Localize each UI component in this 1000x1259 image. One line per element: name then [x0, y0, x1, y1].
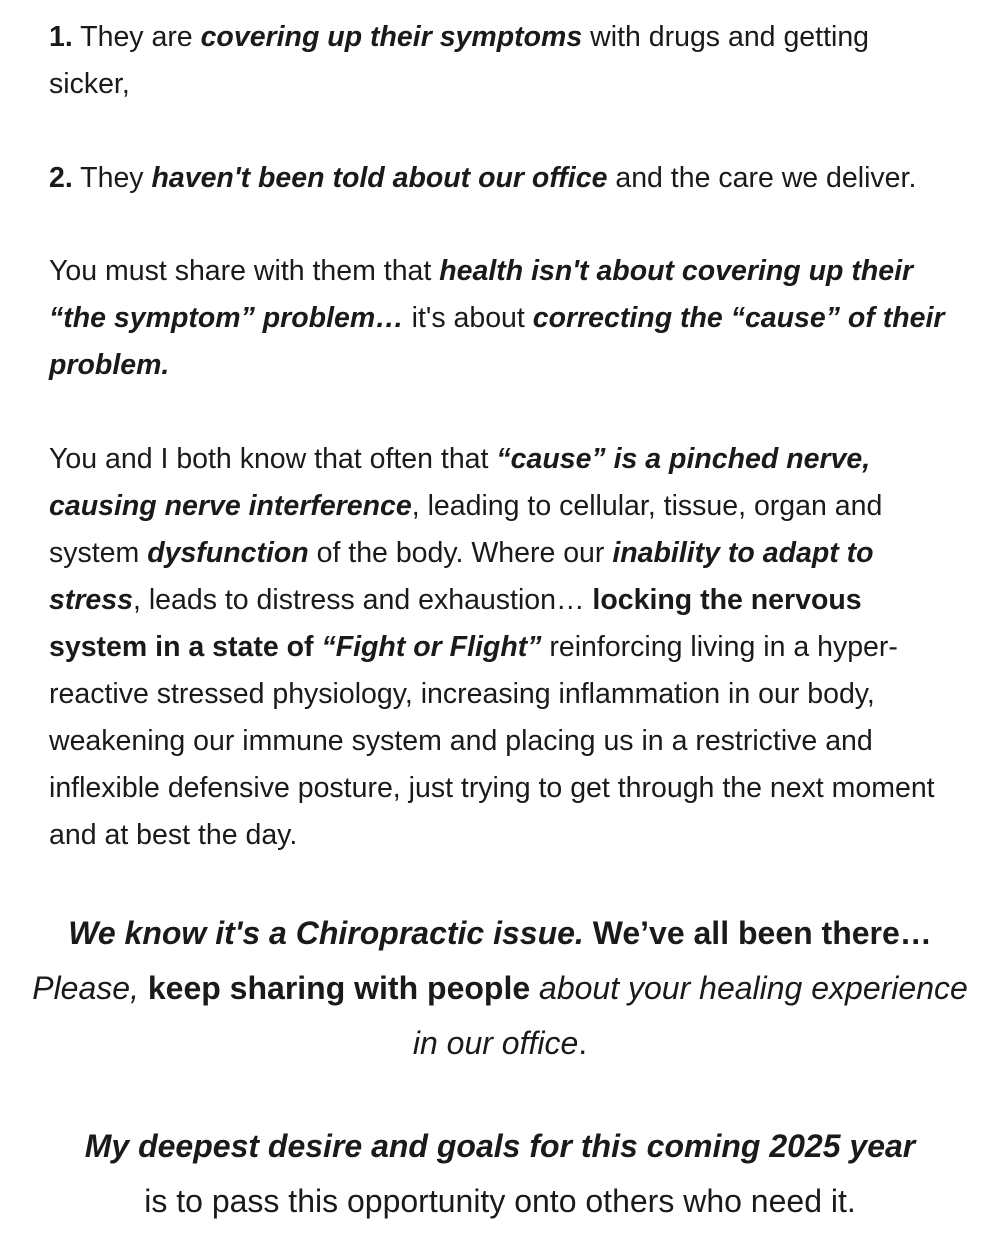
text-span: They are: [72, 21, 201, 53]
bold-span: locking the nervous system in a state of: [49, 584, 862, 663]
text-span: of the body. Where our: [308, 537, 613, 569]
emphasis-span: inability to adapt to stress: [49, 537, 874, 616]
bold-span: We’ve all been there…: [583, 915, 932, 951]
text-span: You must share with them that: [49, 255, 440, 287]
emphasis-span: health isn't about covering up their “the symptom” problem…: [49, 255, 914, 334]
italic-span: about your healing experience in our office: [412, 970, 968, 1061]
emphasis-span: “cause” is a pinched nerve, causing nerve interference: [49, 443, 871, 522]
list-number: 2.: [49, 162, 73, 194]
text-span: , leads to distress and exhaustion…: [132, 584, 593, 616]
text-span: .: [578, 1025, 588, 1061]
text-span: is to pass this opportunity onto others who need it.: [144, 1183, 856, 1219]
emphasis-span: dysfunction: [147, 537, 309, 569]
emphasis-span: covering up their symptoms: [200, 21, 583, 53]
list-item-1: [49, 14, 954, 108]
list-item-2: [49, 155, 954, 202]
text-span: with drugs and getting sicker,: [49, 21, 870, 100]
paragraph-share: [49, 248, 954, 389]
callout-chiropractic: [30, 906, 970, 1071]
text-span: They: [72, 162, 152, 194]
emphasis-span: My deepest desire and goals for this coming 2025 year: [84, 1128, 916, 1164]
bold-span: keep sharing with people: [147, 970, 531, 1006]
emphasis-span: haven't been told about our office: [151, 162, 608, 194]
paragraph-cause: [49, 436, 954, 859]
list-number: 1.: [49, 21, 73, 53]
text-span: You and I both know that often that: [49, 443, 497, 475]
emphasis-span: “Fight or Flight”: [321, 631, 542, 663]
text-span: it's about: [403, 302, 533, 334]
text-span: and the care we deliver.: [607, 162, 917, 194]
emphasis-span: We know it's a Chiropractic issue.: [68, 915, 584, 951]
italic-span: Please,: [32, 970, 148, 1006]
text-span: , leading to cellular, tissue, organ and system: [49, 490, 883, 569]
callout-goal: [30, 1119, 970, 1229]
emphasis-span: correcting the “cause” of their problem.: [49, 302, 945, 381]
text-span: reinforcing living in a hyper-reactive stressed physiology, increasing inflammation in our body, weakening our immune system and placing us in a restrictive and inflexible defensive posture, just trying to get through the next moment and at best the day.: [49, 631, 935, 851]
